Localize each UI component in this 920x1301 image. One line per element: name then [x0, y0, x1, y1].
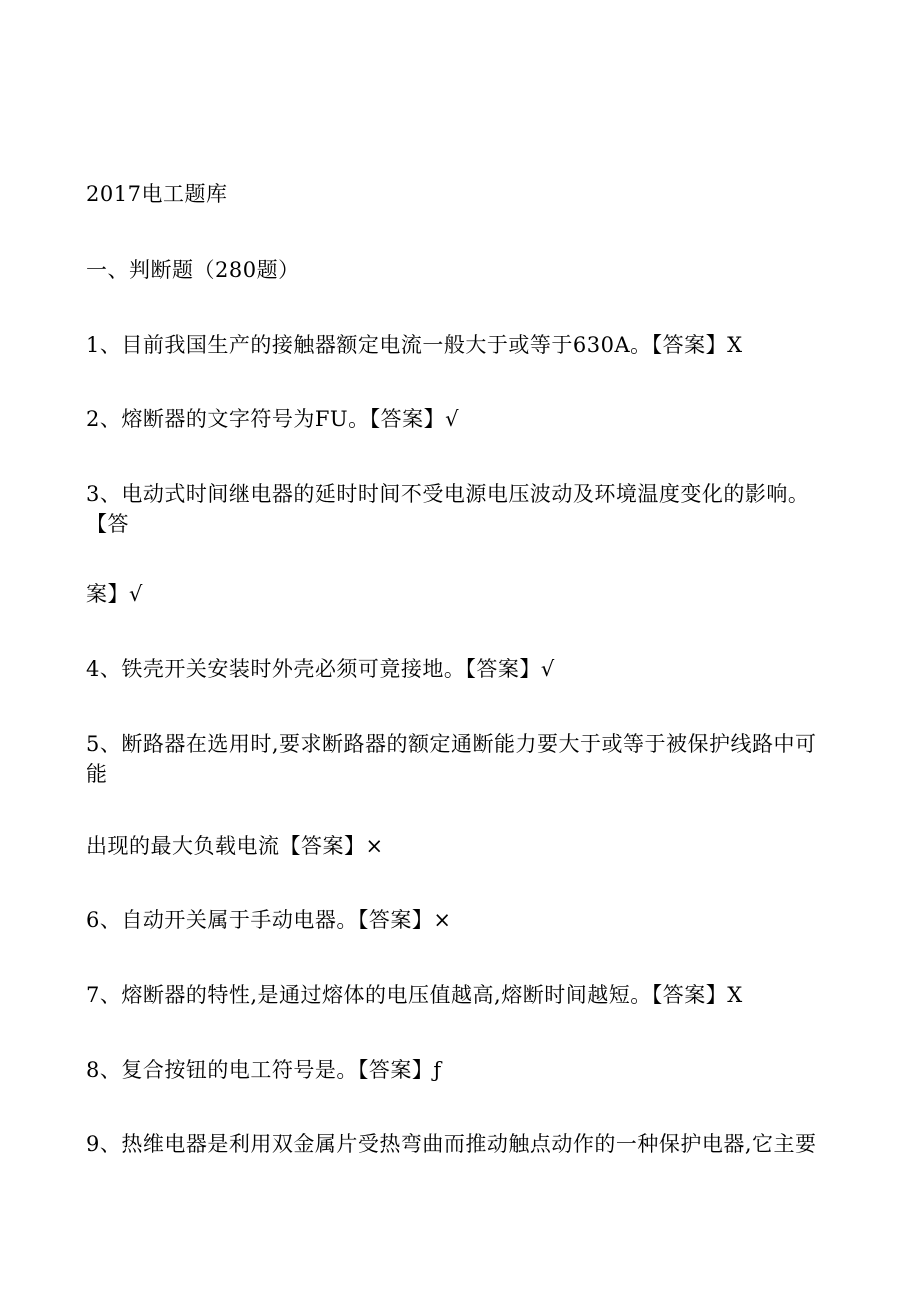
question-line: 能 [86, 762, 108, 786]
question-line: 9、热维电器是利用双金属片受热弯曲而推动触点动作的一种保护电器,它主要 [86, 1132, 817, 1156]
question-line: 出现的最大负载电流【答案】× [86, 834, 384, 858]
question-line: 案】√ [86, 582, 143, 606]
question-line: 7、熔断器的特性,是通过熔体的电压值越高,熔断时间越短。【答案】X [86, 983, 743, 1007]
section-heading: 一、判断题（280题） [86, 258, 300, 282]
question-line: 【答 [86, 512, 129, 536]
question-line: 5、断路器在选用时,要求断路器的额定通断能力要大于或等于被保护线路中可 [86, 732, 817, 756]
question-line: 1、目前我国生产的接触器额定电流一般大于或等于630A。【答案】X [86, 333, 743, 357]
question-line: 2、熔断器的文字符号为FU。【答案】√ [86, 407, 460, 431]
question-line: 8、复合按钮的电工符号是。【答案】ƒ [86, 1058, 442, 1082]
question-line: 6、自动开关属于手动电器。【答案】× [86, 908, 452, 932]
document-title: 2017电工题库 [86, 182, 228, 206]
question-line: 4、铁壳开关安装时外壳必须可竟接地。【答案】√ [86, 657, 555, 681]
question-line: 3、电动式时间继电器的延时时间不受电源电压波动及环境温度变化的影响。 [86, 482, 810, 506]
